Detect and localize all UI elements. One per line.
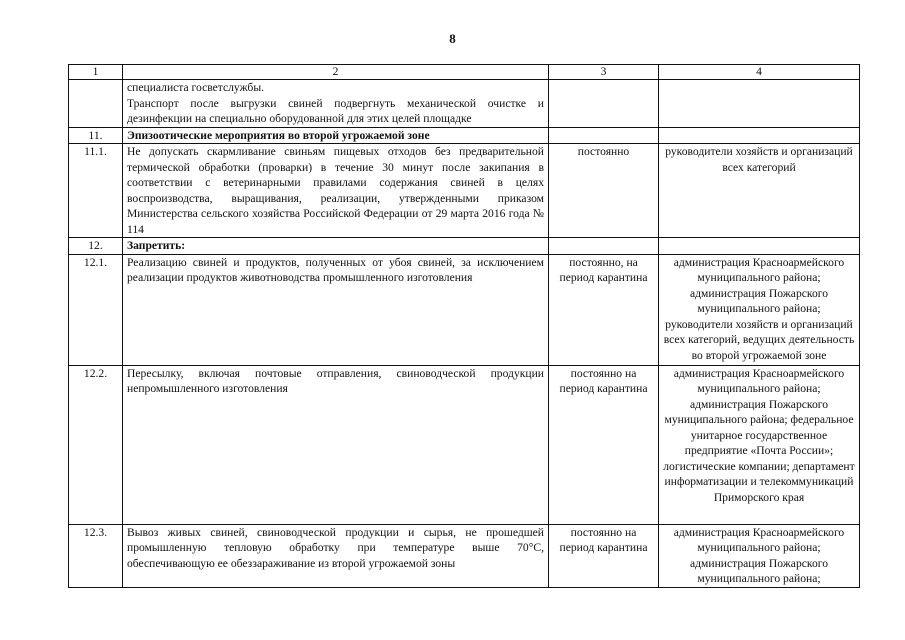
row-period: постоянно, на период карантина	[549, 254, 659, 365]
row-number: 12.	[69, 238, 123, 255]
row-number: 12.3.	[69, 524, 123, 587]
row-period: постоянно на период карантина	[549, 365, 659, 524]
row-responsible: администрация Красноармейского муниципального района; администрация Пожарского муниципального района;	[659, 524, 860, 587]
table-row	[69, 365, 860, 524]
page-number: 8	[449, 31, 456, 46]
row-responsible: руководители хозяйств и организаций всех категорий	[659, 144, 860, 238]
table-row	[69, 144, 860, 238]
header-col-3: 3	[549, 65, 659, 80]
row-period: постоянно	[549, 144, 659, 238]
row-number	[69, 80, 123, 128]
row-text: Пересылку, включая почтовые отправления, свиноводческой продукции непромышленного изготовления	[123, 365, 549, 524]
row-period	[549, 238, 659, 255]
row-text-line: Транспорт после выгрузки свиней подвергнуть механической очистке и дезинфекции на специально оборудованной для этих целей площадке	[127, 96, 544, 125]
table-row	[69, 80, 860, 128]
row-responsible	[659, 127, 860, 144]
row-section-title: Эпизоотические мероприятия во второй угрожаемой зоне	[123, 127, 549, 144]
row-responsible: администрация Красноармейского муниципального района; администрация Пожарского муниципального района; федеральное унитарное государственное предприятие «Почта России»; логистические компании; департамент информатизации и телекоммуникаций Приморского края	[659, 365, 860, 524]
row-responsible: администрация Красноармейского муниципального района; администрация Пожарского муниципального района; руководители хозяйств и организаций всех категорий, ведущих деятельность во второй угрожаемой зоне	[659, 254, 860, 365]
header-col-4: 4	[659, 65, 860, 80]
row-responsible	[659, 80, 860, 128]
row-text: Не допускать скармливание свиньям пищевых отходов без предварительной термической обработки (проварки) в течение 30 минут после закипания в соответствии с ветеринарными правилами содержания свиней в целях воспроизводства, выращивания, реализации, утвержденными приказом Министерства сельского хозяйства Российской Федерации от 29 марта 2016 года № 114	[123, 144, 549, 238]
row-period: постоянно на период карантина	[549, 524, 659, 587]
header-col-2: 2	[123, 65, 549, 80]
table-row	[69, 524, 860, 587]
table-header-row	[69, 65, 860, 80]
row-period	[549, 127, 659, 144]
measures-table	[68, 64, 860, 588]
header-col-1: 1	[69, 65, 123, 80]
table-row	[69, 254, 860, 365]
row-number: 12.1.	[69, 254, 123, 365]
row-section-title: Запретить:	[123, 238, 549, 255]
row-period	[549, 80, 659, 128]
row-text: Вывоз живых свиней, свиноводческой продукции и сырья, не прошедшей промышленную тепловую обработку при температуре выше 70°С, обеспечивающую ее обеззараживание из второй угрожаемой зоны	[123, 524, 549, 587]
row-responsible	[659, 238, 860, 255]
row-number: 11.1.	[69, 144, 123, 238]
table-row	[69, 127, 860, 144]
row-text: Реализацию свиней и продуктов, полученных от убоя свиней, за исключением реализации продуктов животноводства промышленного изготовления	[123, 254, 549, 365]
table-row	[69, 238, 860, 255]
row-text-line: специалиста госветслужбы.	[127, 81, 265, 94]
row-number: 11.	[69, 127, 123, 144]
row-text	[123, 80, 549, 128]
row-number: 12.2.	[69, 365, 123, 524]
